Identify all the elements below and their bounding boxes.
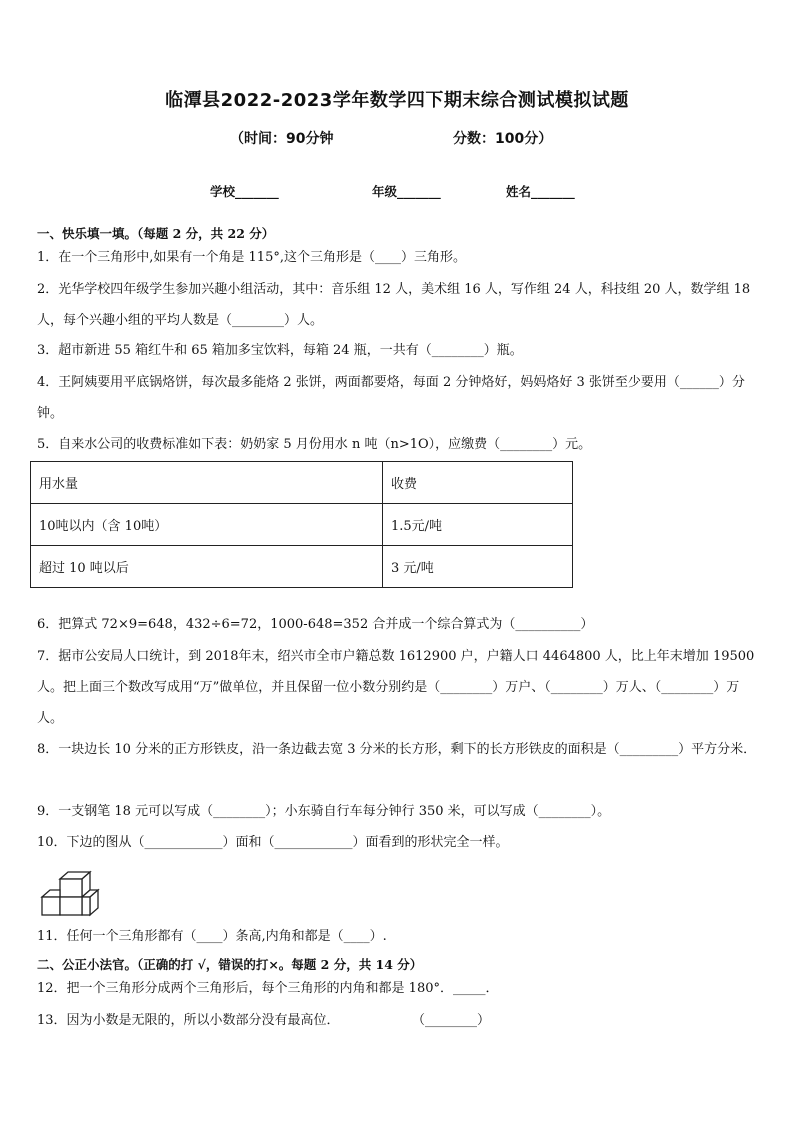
question-6: 6．把算式 72×9=648，432÷6=72，1000-648=352 合并成一个综合算式为（__________）	[37, 617, 594, 632]
name-field: 姓名_______	[506, 184, 575, 199]
exam-title: 临潭县2022-2023学年数学四下期末综合测试模拟试题	[165, 90, 629, 111]
question-4: 4．王阿姨要用平底锅烙饼，每次最多能烙 2 张饼，两面都要烙，每面 2 分钟烙好，妈妈烙好 3 张饼至少要用（______）分钟。	[37, 375, 745, 421]
table-header-cell: 用水量	[31, 462, 383, 504]
water-fee-table	[30, 461, 573, 588]
question-1: 1．在一个三角形中,如果有一个角是 115°,这个三角形是（____）三角形。	[37, 250, 466, 265]
question-2: 2．光华学校四年级学生参加兴趣小组活动，其中：音乐组 12 人，美术组 16 人，写作组 24 人，科技组 20 人，数学组 18 人，每个兴趣小组的平均人数是（________）人。	[37, 282, 751, 328]
table-cell: 超过 10 吨以后	[31, 546, 383, 588]
table-cell: 1.5元/吨	[383, 504, 573, 546]
table-row	[31, 546, 573, 588]
table-row	[31, 504, 573, 546]
question-9: 9．一支钢笔 18 元可以写成（________）；小东骑自行车每分钟行 350 米，可以写成（________）。	[37, 804, 611, 819]
question-5: 5．自来水公司的收费标准如下表：奶奶家 5 月份用水 n 吨（n>1O），应缴费（________）元。	[37, 437, 592, 452]
grade-field: 年级_______	[372, 184, 441, 199]
exam-time: （时间：90分钟	[230, 131, 334, 147]
table-header-row	[31, 462, 573, 504]
section2-heading: 二、公正小法官。（正确的打 √，错误的打×。每题 2 分，共 14 分）	[37, 957, 423, 972]
question-13-blank: （________）	[412, 1013, 491, 1028]
question-3: 3．超市新进 55 箱红牛和 65 箱加多宝饮料，每箱 24 瓶，一共有（________）瓶。	[37, 343, 523, 358]
table-cell: 10吨以内（含 10吨）	[31, 504, 383, 546]
question-10: 10．下边的图从（____________）面和（____________）面看到的形状完全一样。	[37, 835, 509, 850]
cube-stack-figure	[38, 869, 108, 921]
question-13: 13．因为小数是无限的，所以小数部分没有最高位．	[37, 1013, 340, 1028]
school-field: 学校_______	[210, 184, 279, 199]
question-11: 11．任何一个三角形都有（____）条高,内角和都是（____）.	[37, 929, 387, 944]
question-8: 8．一块边长 10 分米的正方形铁皮，沿一条边截去宽 3 分米的长方形，剩下的长方形铁皮的面积是（_________）平方分米．	[37, 742, 757, 757]
exam-score: 分数：100分）	[453, 131, 553, 147]
table-header-cell: 收费	[383, 462, 573, 504]
question-12: 12．把一个三角形分成两个三角形后，每个三角形的内角和都是 180°．_____．	[37, 981, 499, 996]
question-7: 7．据市公安局人口统计，到 2018年末，绍兴市全市户籍总数 1612900 户，户籍人口 4464800 人，比上年末增加 19500 人。把上面三个数改写成用“万”做单位，并且保留一位小数分别约是（________）万户、（________）万人、（________）万人。	[37, 649, 755, 726]
section1-heading: 一、快乐填一填。（每题 2 分，共 22 分）	[37, 226, 275, 241]
table-cell: 3 元/吨	[383, 546, 573, 588]
